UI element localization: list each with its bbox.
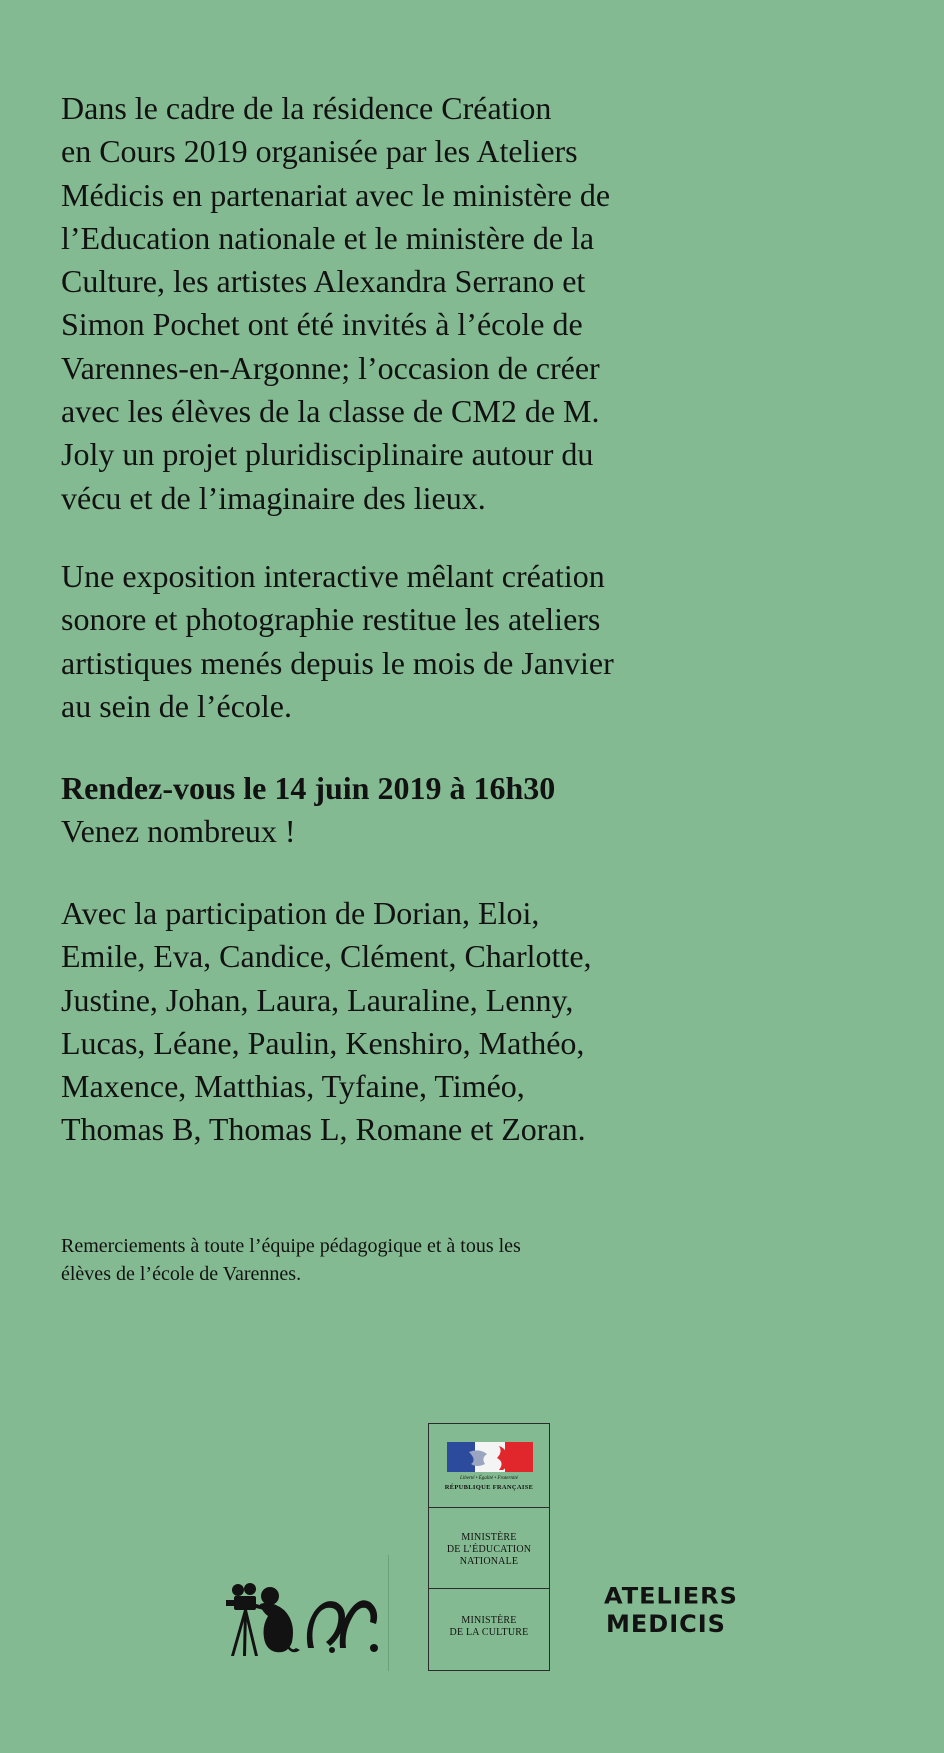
participants-line: Thomas B, Thomas L, Romane et Zoran. (61, 1111, 586, 1148)
intro-line: Simon Pochet ont été invités à l’école de (61, 306, 583, 343)
marianne-devise: Liberté • Égalité • Fraternité (460, 1476, 518, 1481)
intro-line: Joly un projet pluridisciplinaire autour du (61, 436, 594, 473)
intro-paragraph (61, 87, 781, 520)
intro-line: avec les élèves de la classe de CM2 de M. (61, 393, 600, 430)
ateliers-medicis-logo (604, 1583, 738, 1643)
thanks-line: Remerciements à toute l’équipe pédagogique et à tous les (61, 1235, 521, 1257)
exhibition-line: artistiques menés depuis le mois de Janvier (61, 644, 614, 681)
creature-camera-logo (226, 1576, 382, 1656)
intro-line: l’Education nationale et le ministère de la (61, 219, 595, 256)
exhibition-line: au sein de l’école. (61, 687, 292, 724)
ministry-culture-label (429, 1615, 549, 1639)
french-flag-icon (447, 1442, 533, 1472)
rendezvous-invite: Venez nombreux ! (61, 813, 296, 850)
logo-divider (388, 1555, 389, 1671)
intro-line: Culture, les artistes Alexandra Serrano et (61, 263, 586, 300)
participants-line: Avec la participation de Dorian, Eloi, (61, 895, 540, 931)
ateliers-logo-line: ATELIERS (604, 1583, 738, 1609)
ministry-line: NATIONALE (459, 1556, 519, 1567)
republique-francaise-label: RÉPUBLIQUE FRANÇAISE (444, 1484, 534, 1491)
intro-line: Dans le cadre de la résidence Création (61, 90, 552, 126)
ministry-line: MINISTÈRE (461, 1532, 517, 1543)
rendezvous-block (61, 767, 781, 854)
ministry-education-label (429, 1532, 549, 1568)
intro-line: Varennes-en-Argonne; l’occasion de créer (61, 349, 600, 386)
participants-line: Maxence, Matthias, Tyfaine, Timéo, (61, 1068, 525, 1105)
participants-line: Justine, Johan, Laura, Lauraline, Lenny, (61, 981, 574, 1018)
ministry-education-cell (429, 1508, 549, 1589)
intro-line: Médicis en partenariat avec le ministère de (61, 176, 611, 213)
exhibition-paragraph (61, 555, 781, 728)
participants-line: Emile, Eva, Candice, Clément, Charlotte, (61, 938, 592, 975)
thanks-line: élèves de l’école de Varennes. (61, 1263, 302, 1285)
government-logo-block (428, 1423, 550, 1671)
thanks-note (61, 1232, 761, 1288)
ministry-line: DE L’ÉDUCATION (446, 1544, 532, 1555)
participants-paragraph (61, 892, 781, 1152)
medicis-logo-line: MEDICIS (606, 1610, 726, 1638)
intro-line: en Cours 2019 organisée par les Ateliers (61, 133, 578, 170)
exhibition-line: Une exposition interactive mêlant création (61, 558, 605, 594)
exhibition-line: sonore et photographie restitue les ateliers (61, 601, 601, 638)
rendezvous-date: Rendez-vous le 14 juin 2019 à 16h30 (61, 770, 556, 806)
marianne-logo (429, 1424, 549, 1508)
participants-line: Lucas, Léane, Paulin, Kenshiro, Mathéo, (61, 1024, 585, 1061)
ministry-culture-cell (429, 1589, 549, 1670)
ministry-line: MINISTÈRE (461, 1615, 517, 1626)
intro-line: vécu et de l’imaginaire des lieux. (61, 479, 486, 516)
ministry-line: DE LA CULTURE (449, 1627, 529, 1638)
